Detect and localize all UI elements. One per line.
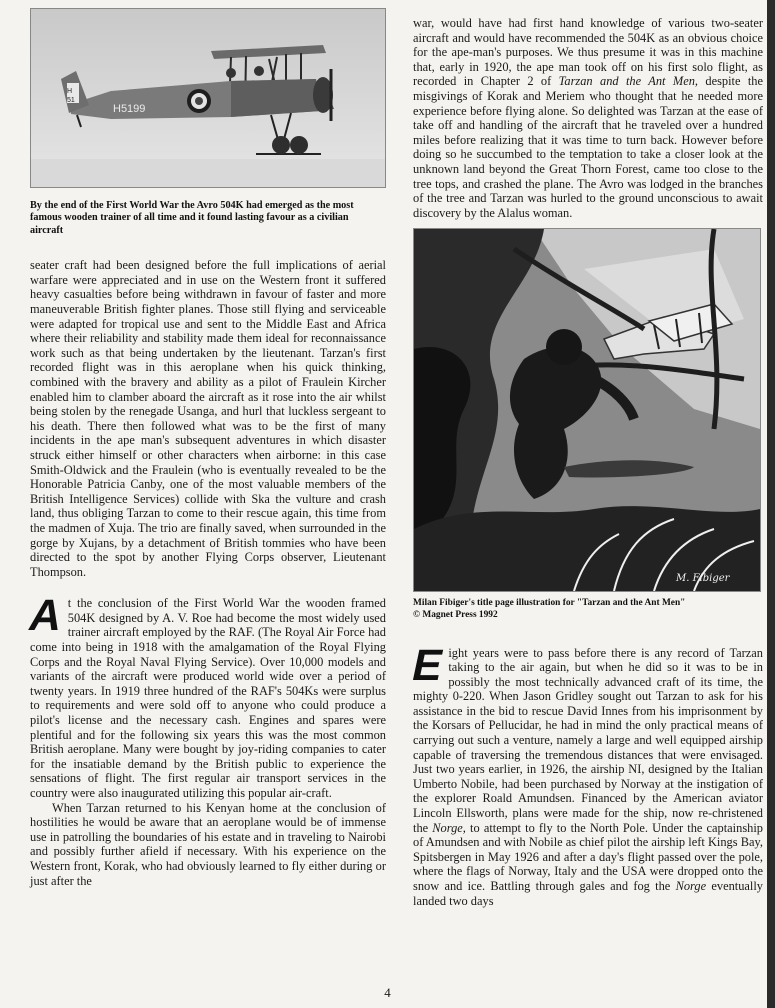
section-e-text: ight years were to pass before there is any record of Tarzan taking to the air again, but when he did so it was to be in possibly the most technically advanced craft of its time, the mighty 0-220. When Jason Gridley sought out Tarzan to ask for his assistance in the bid to rescue David Innes from his imprisonment by the Korsars of Pellucidar, he had in mind the only practical means of carrying out such a venture, namely a large and well equipped airship capable of traversing the tremendous distances that were envisaged. Just two years earlier, in 1926, the airship NI, designed by the Italian Umberto Nobile, had been purchased by Norway at the instigation of the explorer Roald Amundsen. Financed by the American aviator Lincoln Ellsworth, plans were made for the ship, now re-christened the (413, 645, 763, 835)
airship-name-norge-2: Norge (675, 879, 707, 893)
section-e-text-2: to attempt to fly to the North Pole. Under the captainship of Amundsen and with Nobile as chief pilot the airship left Kings Bay, Spitsbergen in May 1926 and after a day's flight passed over the pole, where the flags of Norway, Italy and the USA were dropped onto the snow and ice. Battling through gales and fog the (413, 820, 763, 893)
section-a-text: t the conclusion of the First World War the wooden framed 504K designed by A. V. Roe had become the most widely used trainer aircraft employed by the RAF. (The Royal Air Force had come into being in 1918 with the amalgamation of the Royal Flying Corps and the Royal Naval Flying Service). Over 10,000 models and variants of the aircraft were produced world wide over a period of twenty years. In 1919 three hundred of the RAF's 504Ks were surplus to requirements and were sold off to anyone who could produce a pilot's license and the necessary cash. Engines and spares were plentiful and for the following six years this was the most common British aeroplane. Many were bought by joy-riding companies to cater for the insatiable demand by the British public to experience the sensations of flight. The first regular air transport services in the country were also inaugurated utilizing this popular air-craft. (30, 596, 386, 800)
svg-text:51: 51 (67, 97, 75, 104)
section-e (407, 640, 763, 909)
right-paragraph-1-text-2: despite the misgivings of Korak and Meriem who thought that he needed more experience before flying alone. So delighted was Tarzan at the ease of take off and handling of the aircraft that he traveled over a hundred miles before realizing that it was time to turn back. However before doing so he succumbed to the temptation to take a closer look at the unknown land beyond the Great Thorn Forest, came too close to the tree tops, and crashed the plane. The Avro was lodged in the branches of the tree and Tarzan was hurled to the ground unconscious to await discovery by the Alalus woman. (413, 74, 763, 220)
illustration-caption-line-2: © Magnet Press 1992 (413, 609, 498, 620)
tarzan-crash-illustration (414, 229, 760, 591)
left-paragraph-intro: seater craft had been designed before the full implications of aerial warfare were appreciated and in use on the Western front it suffered heavy casualties before being withdrawn in favour of faster and more maneuverable British fighter planes. Those still flying and serviceable were adapted for tropical use and sent to the Middle East and Africa where their reliability and stability made them ideal for reconnaissance work such as that being undertaken by the lieutenant. Tarzan's first recorded flight was in this aeroplane when his quick thinking, combined with the bravery and ability as a pilot of Fraulein Kircher enabled him to clamber aboard the aircraft as it rose into the air whilst being stolen by the renegade Usanga, and hurl that luckless sergeant to his death. There then followed what was to be the first of many incidents in the ape man's subsequent adventures in which disaster struck either himself or other characters when airborne: in this case Smith-Oldwick and the Fraulein (who is eventually revealed to be the Honorable Patricia Canby, one of the most valuable members of the British Intelligence Services) collide with Ska the vulture and crash land, thus obliging Tarzan to come to their rescue again, this time from the madmen of Xuja. The trio are finally saved, when surrounded in the gorge by Xujans, by a detachment of British tommies who have been directed to the spot by another Flying Corps observer, Lieutenant Thompson. (30, 258, 386, 579)
page-number: 4 (384, 985, 391, 1000)
dropcap-a: A (24, 591, 68, 641)
photo-caption: By the end of the First World War the Avro 504K had emerged as the most famous wooden trainer of all time and it found lasting favour as a civilian aircraft (30, 200, 354, 236)
artist-signature: M. Fibiger (676, 573, 730, 585)
svg-text:H: H (67, 88, 73, 95)
avro-biplane-image (31, 9, 385, 187)
section-a (24, 591, 386, 888)
illustration-caption-line-1: Milan Fibiger's title page illustration for "Tarzan and the Ant Men" (413, 598, 686, 609)
airship-name-norge: Norge, (432, 820, 466, 835)
page-edge-shadow (767, 0, 775, 1008)
illustration-caption (413, 598, 763, 621)
avro-504k-photo (30, 8, 386, 188)
right-paragraph-1-text: war, would have had first hand knowledge of various two-seater aircraft and would have recommended the 504K as an obvious choice for the ape-man's purposes. We thus presume it was in this machine that, early in 1920, the ape man took off on his first solo flight, as recorded in Chapter 2 of (413, 16, 763, 89)
left-column (24, 8, 386, 888)
aircraft-serial: H5199 (113, 103, 146, 115)
section-e-text-3: eventually landed two days (413, 879, 763, 908)
right-paragraph-1 (413, 16, 763, 220)
section-e-paragraph (407, 640, 763, 909)
right-column (407, 16, 763, 908)
dropcap-e: E (407, 640, 448, 690)
section-a-paragraph (24, 591, 386, 800)
section-a-paragraph-2: When Tarzan returned to his Kenyan home at the conclusion of hostilities he would be aware that an aeroplane would be of immense use in patrolling the boundaries of his estate and in traveling to Nairobi and possibly further afield if necessary. With his experience on the Western front, Korak, who had obviously learned to fly either during or just after the (30, 800, 386, 888)
fibiger-illustration (413, 228, 761, 592)
book-title-ant-men: Tarzan and the Ant Men, (558, 74, 698, 89)
